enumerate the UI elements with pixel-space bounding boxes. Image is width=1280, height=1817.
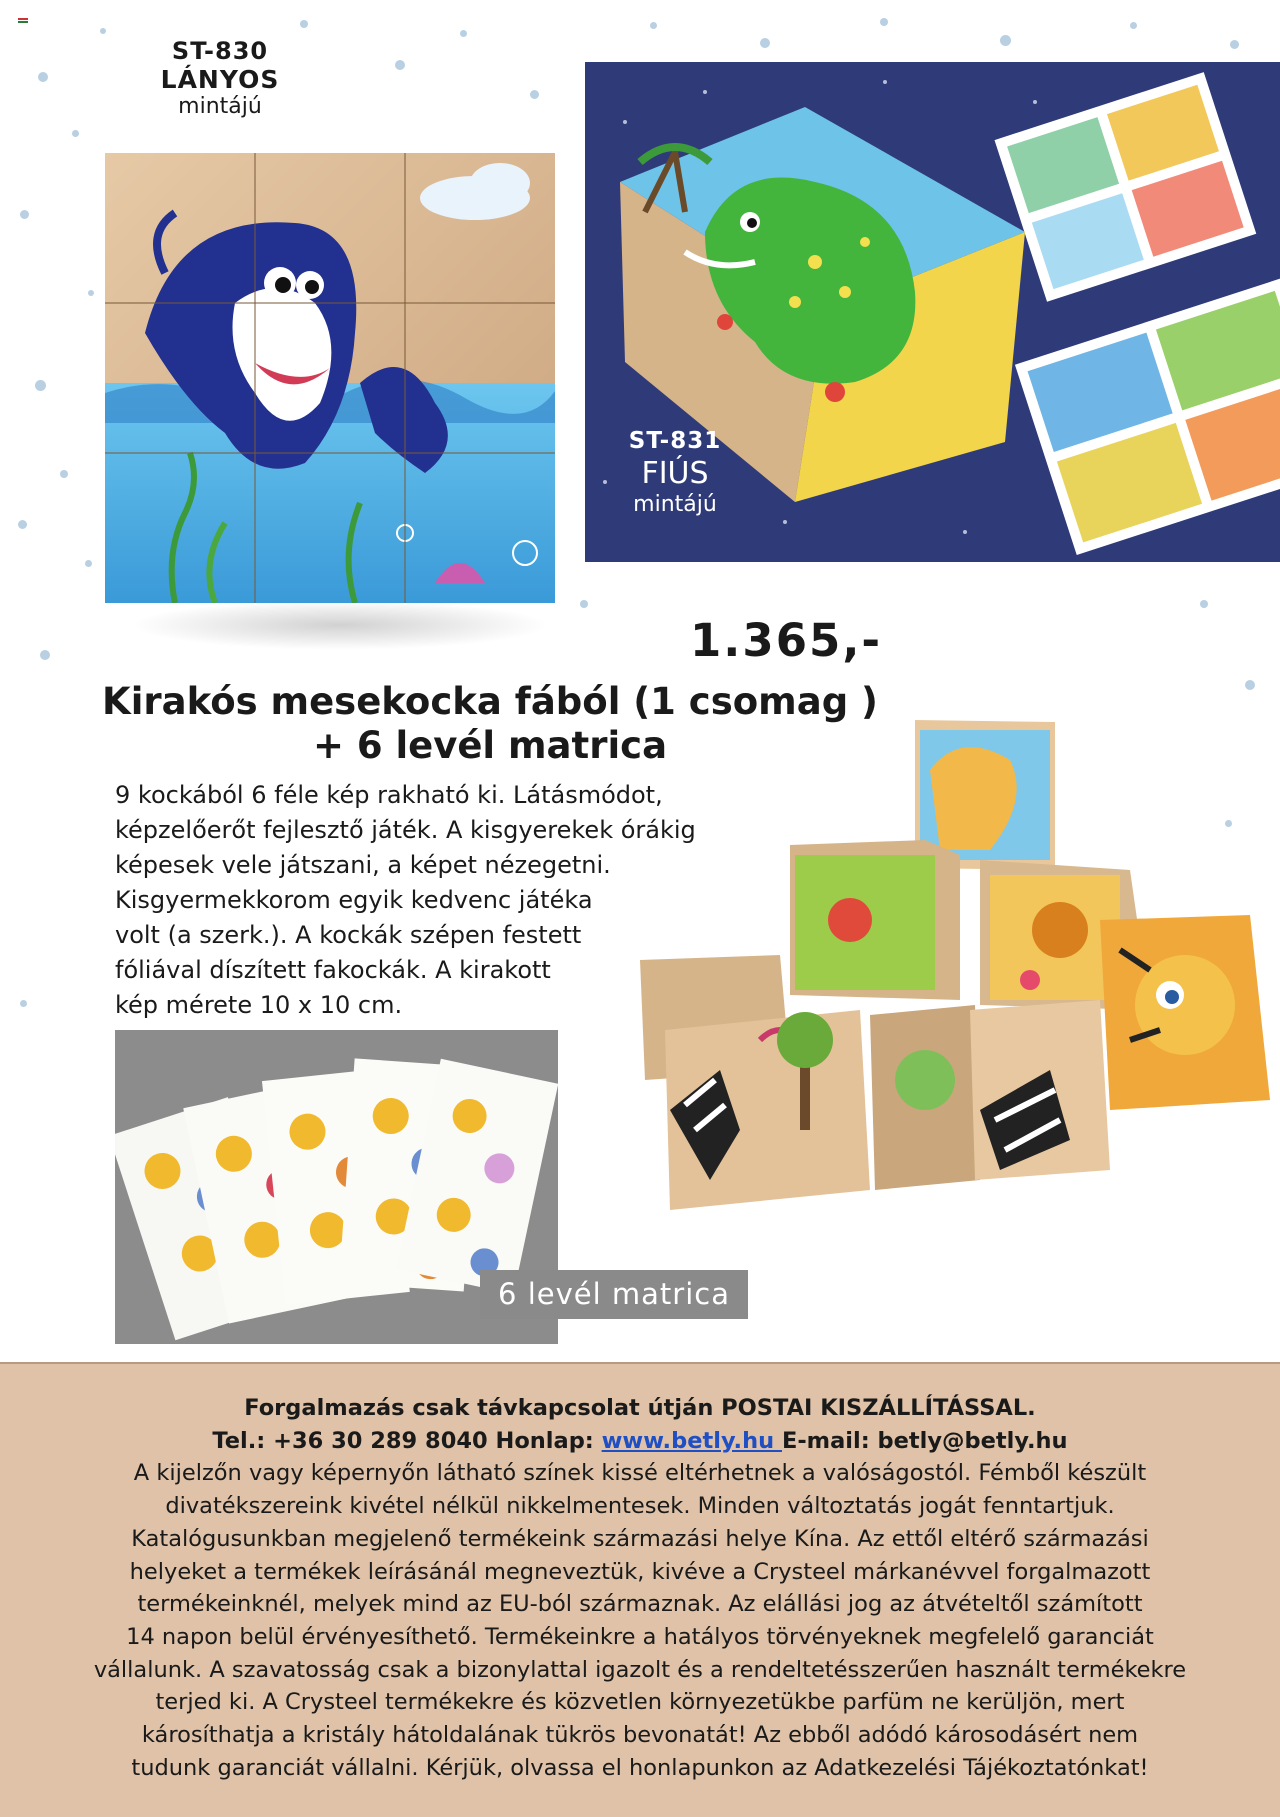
shipping-note: Forgalmazás csak távkapcsolat útján POSTAI KISZÁLLÍTÁSSAL.	[244, 1395, 1036, 1421]
flag-icon	[18, 18, 28, 23]
product-title-line1: Kirakós mesekocka fából (1 csomag )	[102, 680, 878, 723]
product-variant: FIÚS	[641, 455, 709, 491]
disclaimer-line: helyeket a termékek leírásánál megneveztük, kivéve a Crysteel márkanévvel forgalmazott	[129, 1558, 1151, 1585]
wooden-cubes-image	[630, 710, 1280, 1230]
description-line: fóliával díszített fakockák. A kirakott	[115, 956, 551, 984]
product-pattern: mintájú	[633, 491, 717, 517]
footer	[0, 1362, 1280, 1817]
description-line: képzelőerőt fejlesztő játék. A kisgyerekek órákig	[115, 816, 696, 844]
description-line: 9 kockából 6 féle kép rakható ki. Látásmódot,	[115, 781, 663, 809]
phone-text: Tel.: +36 30 289 8040 Honlap:	[212, 1427, 602, 1454]
product-label-boy	[610, 428, 740, 518]
product-label-girl	[150, 38, 290, 120]
dolphin-puzzle-image	[105, 153, 555, 603]
disclaimer-line: 14 napon belül érvényesíthető. Termékeinkre a hatályos törvényeknek megfelelő garanciát	[126, 1623, 1154, 1650]
disclaimer-line: terjed ki. A Crysteel termékekre és közvetlen környezetükbe parfüm ne kerüljön, mert	[155, 1689, 1125, 1716]
description-line: volt (a szerk.). A kockák szépen festett	[115, 921, 582, 949]
product-code: ST-831	[628, 428, 722, 454]
disclaimer-line: tudunk garanciát vállalni. Kérjük, olvassa el honlapunkon az Adatkezelési Tájékoztatónkat!	[131, 1754, 1149, 1781]
description-line: kép mérete 10 x 10 cm.	[115, 991, 403, 1019]
disclaimer-line: termékeinknél, melyek mind az EU-ból származnak. Az elállási jog az átvételtől számított	[137, 1591, 1143, 1618]
email-text: E-mail: betly@betly.hu	[781, 1427, 1068, 1454]
product-title-line2: + 6 levél matrica	[312, 724, 668, 768]
description-line: képesek vele játszani, a képet nézegetni.	[115, 851, 611, 879]
disclaimer-line: vállalunk. A szavatosság csak a bizonylattal igazolt és a rendeltetésszerűen használt termékekre	[93, 1656, 1187, 1683]
product-variant: LÁNYOS	[160, 64, 280, 94]
product-code: ST-830	[171, 37, 269, 65]
disclaimer-line: divatékszereink kivétel nélkül nikkelmentesek. Minden változtatás jogát fenntartjuk.	[165, 1493, 1115, 1520]
footer-text	[60, 1392, 1220, 1784]
disclaimer-line: A kijelzőn vagy képernyőn látható színek kissé eltérhetnek a valóságostól. Fémből készült	[133, 1460, 1147, 1487]
description-line: Kisgyermekkorom egyik kedvenc játéka	[115, 886, 593, 914]
contact-line	[60, 1425, 1220, 1458]
disclaimer-line: Katalógusunkban megjelenő termékeink származási helye Kína. Az ettől eltérő származási	[131, 1525, 1149, 1552]
product-pattern: mintájú	[178, 94, 262, 120]
photo-shadow	[130, 600, 550, 650]
website-link[interactable]: www.betly.hu	[601, 1427, 782, 1454]
price: 1.365,-	[690, 614, 883, 667]
sticker-caption: 6 levél matrica	[480, 1270, 748, 1319]
disclaimer-line: károsíthatja a kristály hátoldalának tükrös bevonatát! Az ebből adódó károsodásért nem	[141, 1722, 1139, 1749]
